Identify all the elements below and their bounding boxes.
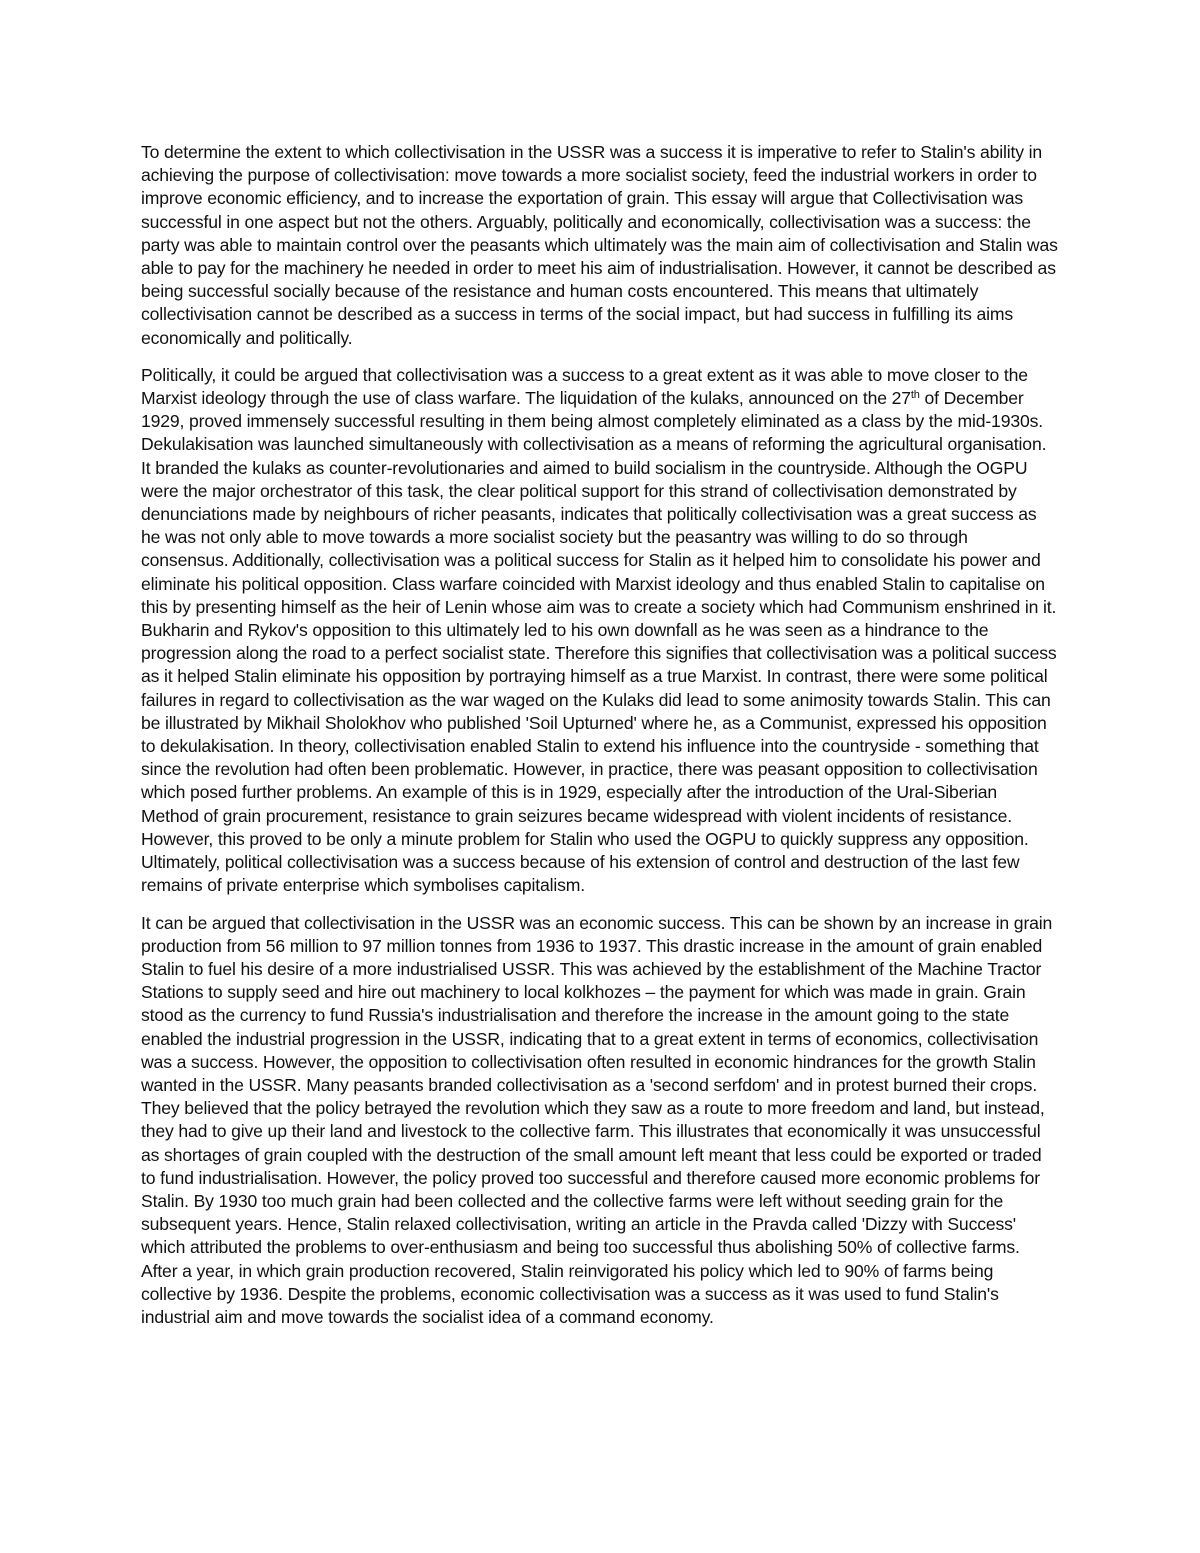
paragraph-political <box>141 364 1059 898</box>
ordinal-superscript: th <box>910 389 920 402</box>
paragraph-political-part-1: Politically, it could be argued that collectivisation was a success to a great extent as it was able to move closer to the Marxist ideology through the use of class warfare. The liquidation of the kulaks, announced on the 27 <box>141 364 1028 409</box>
paragraph-economic: It can be argued that collectivisation in the USSR was an economic success. This can be shown by an increase in grain production from 56 million to 97 million tonnes from 1936 to 1937. This drastic increase in the amount of grain enabled Stalin to fuel his desire of a more industrialised USSR. This was achieved by the establishment of the Machine Tractor Stations to supply seed and hire out machinery to local kolkhozes – the payment for which was made in grain. Grain stood as the currency to fund Russia's industrialisation and therefore the increase in the amount going to the state enabled the industrial progression in the USSR, indicating that to a great extent in terms of economics, collectivisation was a success. However, the opposition to collectivisation often resulted in economic hindrances for the growth Stalin wanted in the USSR. Many peasants branded collectivisation as a 'second serfdom' and in protest burned their crops. They believed that the policy betrayed the revolution which they saw as a route to more freedom and land, but instead, they had to give up their land and livestock to the collective farm. This illustrates that economically it was unsuccessful as shortages of grain coupled with the destruction of the small amount left meant that less could be exported or traded to fund industrialisation. However, the policy proved too successful and therefore caused more economic problems for Stalin. By 1930 too much grain had been collected and the collective farms were left without seeding grain for the subsequent years. Hence, Stalin relaxed collectivisation, writing an article in the Pravda called 'Dizzy with Success' which attributed the problems to over-enthusiasm and being too successful thus abolishing 50% of collective farms. After a year, in which grain production recovered, Stalin reinvigorated his policy which led to 90% of farms being collective by 1936. Despite the problems, economic collectivisation was a success as it was used to fund Stalin's industrial aim and move towards the socialist idea of a command economy. <box>141 912 1053 1327</box>
paragraph-introduction: To determine the extent to which collectivisation in the USSR was a success it is imperative to refer to Stalin's ability in achieving the purpose of collectivisation: move towards a more socialist society, feed the industrial workers in order to improve economic efficiency, and to increase the exportation of grain. This essay will argue that Collectivisation was successful in one aspect but not the others. Arguably, politically and economically, collectivisation was a success: the party was able to maintain control over the peasants which ultimately was the main aim of collectivisation and Stalin was able to pay for the machinery he needed in order to meet his aim of industrialisation. However, it cannot be described as being successful socially because of the resistance and human costs encountered. This means that ultimately collectivisation cannot be described as a success in terms of the social impact, but had success in fulfilling its aims economically and politically. <box>141 142 1058 348</box>
paragraph-political-part-2: of December 1929, proved immensely successful resulting in them being almost completely eliminated as a class by the mid-1930s. Dekulakisation was launched simultaneously with collectivisation as a means of reforming the agricultural organisation. It branded the kulaks as counter-revolutionaries and aimed to build socialism in the countryside. Although the OGPU were the major orchestrator of this task, the clear political support for this strand of collectivisation demonstrated by denunciations made by neighbours of richer peasants, indicates that politically collectivisation was a great success as he was not only able to move towards a more socialist society but the peasantry was willing to do so through consensus. Additionally, collectivisation was a political success for Stalin as it helped him to consolidate his power and eliminate his political opposition. Class warfare coincided with Marxist ideology and thus enabled Stalin to capitalise on this by presenting himself as the heir of Lenin whose aim was to create a society which had Communism enshrined in it. Bukharin and Rykov's opposition to this ultimately led to his own downfall as he was seen as a hindrance to the progression along the road to a perfect socialist state. Therefore this signifies that collectivisation was a political success as it helped Stalin eliminate his opposition by portraying himself as a true Marxist. In contrast, there were some political failures in regard to collectivisation as the war waged on the Kulaks did lead to some animosity towards Stalin. This can be illustrated by Mikhail Sholokhov who published 'Soil Upturned' where he, as a Communist, expressed his opposition to dekulakisation. In theory, collectivisation enabled Stalin to extend his influence into the countryside - something that since the revolution had often been problematic. However, in practice, there was peasant opposition to collectivisation which posed further problems. An example of this is in 1929, especially after the introduction of the Ural-Siberian Method of grain procurement, resistance to grain seizures became widespread with violent incidents of resistance. However, this proved to be only a minute problem for Stalin who used the OGPU to quickly suppress any opposition. Ultimately, political collectivisation was a success because of his extension of control and destruction of the last few remains of private enterprise which symbolises capitalism. <box>141 388 1057 896</box>
essay-body <box>141 141 1059 1343</box>
